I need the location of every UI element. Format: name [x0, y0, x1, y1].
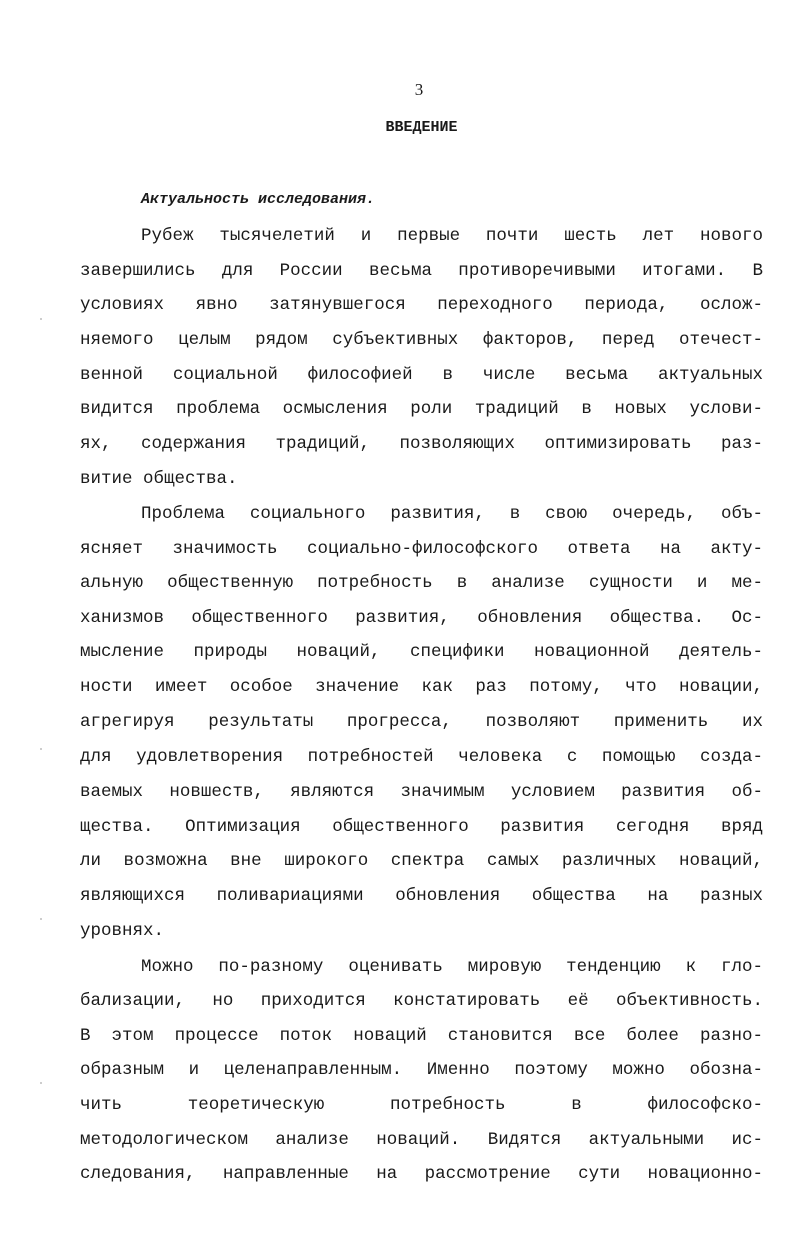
text-line: образным и целенаправленным. Именно поэтому можно обозна- [80, 1060, 763, 1080]
text-line: В этом процессе поток новаций становится все более разно- [80, 1026, 763, 1046]
text-line: няемого целым рядом субъективных факторов, перед отечест- [80, 330, 763, 350]
text-line: уровнях. [80, 921, 165, 941]
text-line: Можно по-разному оценивать мировую тенденцию к гло- [141, 957, 763, 977]
text-line: витие общества. [80, 469, 238, 489]
text-line: ясняет значимость социально-философского ответа на акту- [80, 539, 763, 559]
text-line: Рубеж тысячелетий и первые почти шесть лет нового [141, 226, 763, 246]
text-line: следования, направленные на рассмотрение сути новационно- [80, 1164, 763, 1184]
scan-speck [40, 318, 42, 320]
text-line: альную общественную потребность в анализе сущности и ме- [80, 573, 763, 593]
text-line: ханизмов общественного развития, обновления общества. Ос- [80, 608, 763, 628]
text-line: ях, содержания традиций, позволяющих оптимизировать раз- [80, 434, 763, 454]
text-line: методологическом анализе новаций. Видятся актуальными ис- [80, 1130, 763, 1150]
text-line: Проблема социального развития, в свою очередь, объ- [141, 504, 763, 524]
text-line: являющихся поливариациями обновления общества на разных [80, 886, 763, 906]
text-line: венной социальной философией в числе весьма актуальных [80, 365, 763, 385]
text-line: завершились для России весьма противоречивыми итогами. В [80, 261, 763, 281]
text-line: видится проблема осмысления роли традиций в новых услови- [80, 399, 763, 419]
subheading-relevance: Актуальность исследования. [141, 191, 376, 208]
text-line: агрегируя результаты прогресса, позволяют применить их [80, 712, 763, 732]
text-line: щества. Оптимизация общественного развития сегодня вряд [80, 817, 763, 837]
text-line: ваемых новшеств, являются значимым условием развития об- [80, 782, 763, 802]
text-line: ности имеет особое значение как раз потому, что новации, [80, 677, 763, 697]
scan-speck [40, 748, 42, 750]
section-title: ВВЕДЕНИЕ [385, 119, 458, 136]
text-line: для удовлетворения потребностей человека с помощью созда- [80, 747, 763, 767]
scan-speck [40, 918, 42, 920]
page-number: 3 [414, 80, 424, 99]
text-line: мысление природы новаций, специфики новационной деятель- [80, 642, 763, 662]
text-line: ли возможна вне широкого спектра самых различных новаций, [80, 851, 763, 871]
text-line: условиях явно затянувшегося переходного периода, ослож- [80, 295, 763, 315]
text-line: бализации, но приходится констатировать её объективность. [80, 991, 763, 1011]
text-line: чить теоретическую потребность в философско- [80, 1095, 763, 1115]
scan-speck [40, 1082, 42, 1084]
